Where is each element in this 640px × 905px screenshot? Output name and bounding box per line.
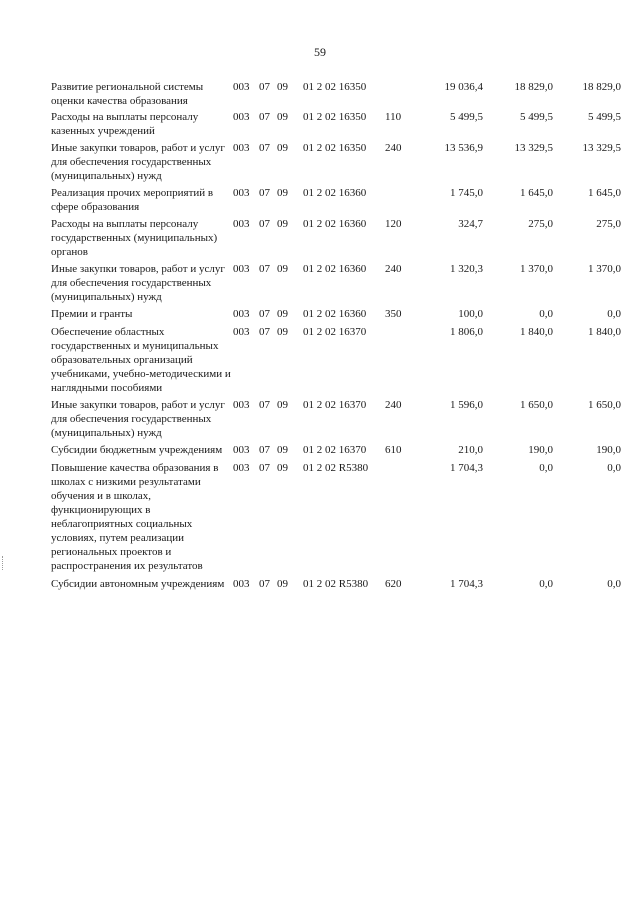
amount-year-2: 1 645,0 [520,187,553,199]
classification-code [231,577,415,591]
expense-name: Субсидии автономным учреждениям [51,578,225,590]
admin-code: 003 [233,81,250,93]
budget-row [51,186,621,217]
section-code: 07 [259,308,270,320]
amount-year-2: 18 829,0 [514,81,553,93]
target-article-code: 01 2 02 16370 [303,444,367,456]
amount-year-3: 5 499,5 [588,111,621,123]
classification-code [231,217,415,262]
amount-year-2: 1 370,0 [520,263,553,275]
section-code: 07 [259,263,270,275]
expense-type-code: 240 [385,263,402,275]
admin-code: 003 [233,263,250,275]
budget-row [51,443,621,461]
amount-year-3: 275,0 [596,218,621,230]
budget-row [51,398,621,443]
amount-year-3: 1 645,0 [588,187,621,199]
admin-code: 003 [233,578,250,590]
budget-row [51,217,621,262]
subsection-code: 09 [277,462,288,474]
admin-code: 003 [233,142,250,154]
subsection-code: 09 [277,218,288,230]
budget-row [51,577,621,591]
section-code: 07 [259,81,270,93]
expense-name: Реализация прочих мероприятий в сфере образования [51,187,214,213]
amount-year-2: 190,0 [528,444,553,456]
expense-type-code: 240 [385,399,402,411]
amount-year-1: 1 806,0 [450,326,483,338]
admin-code: 003 [233,444,250,456]
section-code: 07 [259,444,270,456]
admin-code: 003 [233,111,250,123]
section-code: 07 [259,187,270,199]
budget-table [51,80,621,591]
target-article-code: 01 2 02 16370 [303,326,367,338]
subsection-code: 09 [277,444,288,456]
section-code: 07 [259,326,270,338]
amount-year-1: 210,0 [458,444,483,456]
expense-name: Расходы на выплаты персоналу государственных (муниципальных) органов [51,218,218,258]
classification-code [231,141,415,186]
budget-row [51,307,621,325]
expense-name: Иные закупки товаров, работ и услуг для обеспечения государственных (муниципальных) нужд [51,263,225,303]
amount-year-1: 1 704,3 [450,462,483,474]
expense-name: Обеспечение областных государственных и муниципальных образовательных организаций учебниками, учебно-методическими и наглядными пособиями [51,326,231,394]
classification-code [231,110,415,141]
amount-year-2: 0,0 [539,462,553,474]
classification-code [231,186,415,217]
target-article-code: 01 2 02 16370 [303,399,367,411]
subsection-code: 09 [277,399,288,411]
amount-year-1: 1 320,3 [450,263,483,275]
expense-name: Иные закупки товаров, работ и услуг для обеспечения государственных (муниципальных) нужд [51,142,225,182]
amount-year-3: 0,0 [607,578,621,590]
classification-code [231,398,415,443]
subsection-code: 09 [277,263,288,275]
expense-type-code: 110 [385,111,402,123]
budget-row [51,325,621,398]
amount-year-1: 13 536,9 [444,142,483,154]
classification-code [231,80,415,110]
classification-code [231,307,415,325]
subsection-code: 09 [277,111,288,123]
subsection-code: 09 [277,187,288,199]
admin-code: 003 [233,218,250,230]
classification-code [231,325,415,398]
admin-code: 003 [233,187,250,199]
budget-row [51,80,621,110]
amount-year-2: 1 840,0 [520,326,553,338]
amount-year-2: 0,0 [539,578,553,590]
section-code: 07 [259,399,270,411]
target-article-code: 01 2 02 16350 [303,81,367,93]
expense-name: Повышение качества образования в школах с низкими результатами обучения и в школах, функционирующих в неблагоприятных социальных условиях, путем реализации региональных проектов и распространения их результатов [51,462,219,572]
amount-year-3: 1 650,0 [588,399,621,411]
target-article-code: 01 2 02 16360 [303,218,367,230]
budget-row [51,110,621,141]
scan-artifact [2,556,4,570]
budget-row [51,262,621,307]
page-number: 59 [314,45,326,59]
target-article-code: 01 2 02 16360 [303,263,367,275]
expense-name: Премии и гранты [51,308,133,320]
admin-code: 003 [233,462,250,474]
target-article-code: 01 2 02 R5380 [303,578,369,590]
section-code: 07 [259,462,270,474]
amount-year-2: 5 499,5 [520,111,553,123]
target-article-code: 01 2 02 16350 [303,111,367,123]
amount-year-1: 19 036,4 [444,81,483,93]
amount-year-1: 1 596,0 [450,399,483,411]
amount-year-2: 1 650,0 [520,399,553,411]
expense-type-code: 620 [385,578,402,590]
budget-row [51,141,621,186]
expense-type-code: 350 [385,308,402,320]
expense-name: Развитие региональной системы оценки качества образования [51,81,204,107]
expense-type-code: 610 [385,444,402,456]
classification-code [231,262,415,307]
amount-year-2: 13 329,5 [514,142,553,154]
admin-code: 003 [233,399,250,411]
budget-row [51,461,621,577]
amount-year-3: 0,0 [607,462,621,474]
section-code: 07 [259,578,270,590]
amount-year-3: 18 829,0 [582,81,621,93]
expense-type-code: 240 [385,142,402,154]
amount-year-3: 1 840,0 [588,326,621,338]
subsection-code: 09 [277,142,288,154]
amount-year-3: 1 370,0 [588,263,621,275]
target-article-code: 01 2 02 16350 [303,142,367,154]
target-article-code: 01 2 02 16360 [303,308,367,320]
subsection-code: 09 [277,326,288,338]
amount-year-2: 0,0 [539,308,553,320]
target-article-code: 01 2 02 16360 [303,187,367,199]
amount-year-3: 0,0 [607,308,621,320]
section-code: 07 [259,142,270,154]
amount-year-3: 13 329,5 [582,142,621,154]
expense-name: Иные закупки товаров, работ и услуг для обеспечения государственных (муниципальных) нужд [51,399,225,439]
subsection-code: 09 [277,308,288,320]
classification-code [231,443,415,461]
expense-name: Субсидии бюджетным учреждениям [51,444,223,456]
expense-type-code: 120 [385,218,402,230]
amount-year-1: 1 704,3 [450,578,483,590]
amount-year-1: 100,0 [458,308,483,320]
subsection-code: 09 [277,81,288,93]
amount-year-1: 1 745,0 [450,187,483,199]
amount-year-1: 324,7 [458,218,483,230]
amount-year-1: 5 499,5 [450,111,483,123]
section-code: 07 [259,218,270,230]
amount-year-2: 275,0 [528,218,553,230]
amount-year-3: 190,0 [596,444,621,456]
admin-code: 003 [233,308,250,320]
target-article-code: 01 2 02 R5380 [303,462,369,474]
budget-table-body [51,80,621,591]
classification-code [231,461,415,577]
expense-name: Расходы на выплаты персоналу казенных учреждений [51,111,199,137]
subsection-code: 09 [277,578,288,590]
section-code: 07 [259,111,270,123]
admin-code: 003 [233,326,250,338]
